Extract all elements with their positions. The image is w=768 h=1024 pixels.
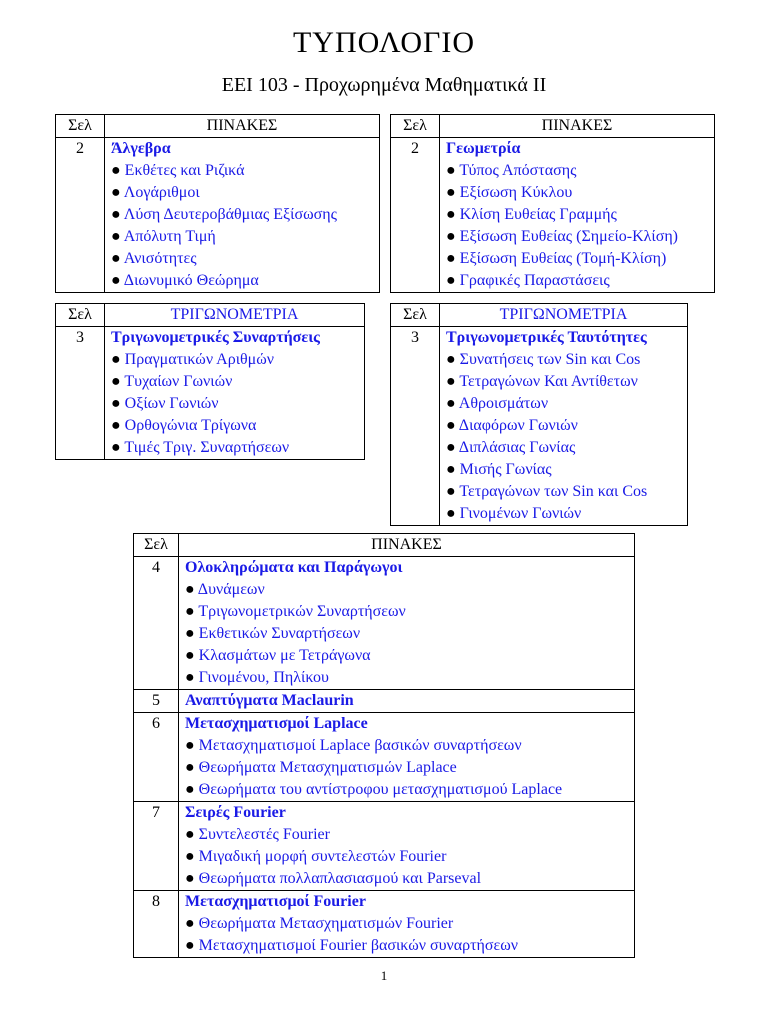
item-label: Διωνυμικό Θεώρημα: [123, 272, 259, 289]
list-item[interactable]: [111, 415, 360, 437]
item-label: Τύπος Απόστασης: [459, 162, 577, 179]
table-row: [134, 557, 635, 690]
section-link[interactable]: Σειρές Fourier: [185, 804, 286, 821]
page-number: 4: [134, 557, 179, 690]
toc-entry: [105, 138, 380, 293]
list-item[interactable]: [185, 779, 630, 801]
bullet-icon: ●: [446, 184, 460, 201]
section-link[interactable]: Αναπτύγματα Maclaurin: [185, 692, 354, 709]
bullet-icon: ●: [185, 826, 199, 843]
item-label: Ορθογώνια Τρίγωνα: [124, 417, 257, 434]
toc-entry: [440, 138, 715, 293]
item-label: Λύση Δευτεροβάθμιας Εξίσωσης: [123, 206, 337, 223]
toc-entry: [105, 327, 365, 460]
bullet-icon: ●: [446, 395, 459, 412]
table-row: [134, 713, 635, 802]
table-row: [134, 690, 635, 713]
list-item[interactable]: [446, 226, 710, 248]
bullet-icon: ●: [185, 759, 199, 776]
bullet-icon: ●: [185, 669, 199, 686]
page-column-header: Σελ: [391, 115, 440, 138]
item-label: Τετραγώνων των Sin και Cos: [459, 483, 648, 500]
list-item[interactable]: [446, 204, 710, 226]
bullet-icon: ●: [111, 417, 125, 434]
table-header-row: [391, 115, 715, 138]
item-label: Δυνάμεων: [197, 581, 265, 598]
list-item[interactable]: [111, 248, 375, 270]
table-row: [56, 327, 365, 460]
list-item[interactable]: [446, 415, 683, 437]
bullet-icon: ●: [111, 184, 124, 201]
list-item[interactable]: [111, 182, 375, 204]
content-column-header: ΤΡΙΓΩΝΟΜΕΤΡΙΑ: [105, 304, 365, 327]
item-label: Λογάριθμοι: [123, 184, 200, 201]
bullet-icon: ●: [111, 272, 124, 289]
bullet-icon: ●: [446, 272, 460, 289]
page-number: 7: [134, 802, 179, 891]
list-item[interactable]: [111, 371, 360, 393]
bullet-icon: ●: [446, 373, 460, 390]
page-column-header: Σελ: [134, 534, 179, 557]
list-item[interactable]: [185, 735, 630, 757]
content-column-header: ΠΙΝΑΚΕΣ: [105, 115, 380, 138]
list-item[interactable]: [446, 270, 710, 292]
item-label: Διαφόρων Γωνιών: [458, 417, 578, 434]
list-item[interactable]: [185, 623, 630, 645]
toc-entry: [179, 891, 635, 958]
item-label: Οξίων Γωνιών: [124, 395, 219, 412]
item-label: Εξίσωση Ευθείας (Σημείο-Κλίση): [459, 228, 679, 245]
page-number: 2: [391, 138, 440, 293]
bullet-icon: ●: [185, 581, 198, 598]
item-label: Συνατήσεις των Sin και Cos: [459, 351, 641, 368]
list-item[interactable]: [185, 913, 630, 935]
bullet-icon: ●: [185, 848, 199, 865]
bullet-icon: ●: [111, 373, 125, 390]
item-label: Εκθέτες και Ριζικά: [124, 162, 245, 179]
bullet-icon: ●: [185, 625, 199, 642]
item-label: Αθροισμάτων: [458, 395, 549, 412]
item-label: Τριγωνομετρικών Συναρτήσεων: [198, 603, 406, 620]
item-label: Μιγαδική μορφή συντελεστών Fourier: [198, 848, 447, 865]
table-row: [391, 138, 715, 293]
list-item[interactable]: [111, 270, 375, 292]
page-number: 2: [56, 138, 105, 293]
bullet-icon: ●: [446, 483, 460, 500]
page-number: 3: [391, 327, 440, 526]
item-label: Γραφικές Παραστάσεις: [459, 272, 610, 289]
content-column-header: ΤΡΙΓΩΝΟΜΕΤΡΙΑ: [440, 304, 688, 327]
list-item[interactable]: [111, 349, 360, 371]
bullet-icon: ●: [111, 351, 125, 368]
list-item[interactable]: [446, 459, 683, 481]
toc-table-geometry: [390, 114, 715, 293]
toc-table-calculus: [133, 533, 635, 958]
table-header-row: [391, 304, 688, 327]
item-label: Θεωρήματα Μετασχηματισμών Fourier: [198, 915, 454, 932]
bullet-icon: ●: [185, 937, 199, 954]
table-header-row: [56, 115, 380, 138]
list-item[interactable]: [111, 393, 360, 415]
bullet-icon: ●: [446, 439, 459, 456]
list-item[interactable]: [185, 846, 630, 868]
page-column-header: Σελ: [391, 304, 440, 327]
toc-entry: [179, 690, 635, 713]
bullet-icon: ●: [185, 603, 199, 620]
list-item[interactable]: [185, 868, 630, 890]
toc-entry: [440, 327, 688, 526]
list-item[interactable]: [446, 393, 683, 415]
bullet-icon: ●: [111, 439, 125, 456]
section-link[interactable]: Τριγωνομετρικές Ταυτότητες: [446, 329, 647, 346]
item-label: Μισής Γωνίας: [459, 461, 552, 478]
bullet-icon: ●: [111, 206, 124, 223]
toc-table-trig-functions: [55, 303, 365, 460]
list-item[interactable]: [111, 204, 375, 226]
item-label: Εξίσωση Ευθείας (Τομή-Κλίση): [459, 250, 667, 267]
item-label: Κλασμάτων με Τετράγωνα: [198, 647, 371, 664]
section-link[interactable]: Τριγωνομετρικές Συναρτήσεις: [111, 329, 320, 346]
section-link[interactable]: Ολοκληρώματα και Παράγωγοι: [185, 559, 403, 576]
list-item[interactable]: [185, 601, 630, 623]
bullet-icon: ●: [446, 228, 460, 245]
section-link[interactable]: Γεωμετρία: [446, 140, 521, 157]
list-item[interactable]: [185, 645, 630, 667]
page-number: 6: [134, 713, 179, 802]
page-number-footer: 1: [380, 968, 388, 983]
page-number: 8: [134, 891, 179, 958]
list-item[interactable]: [446, 503, 683, 525]
item-label: Θεωρήματα Μετασχηματισμών Laplace: [198, 759, 457, 776]
list-item[interactable]: [185, 935, 630, 957]
list-item[interactable]: [446, 371, 683, 393]
bullet-icon: ●: [446, 250, 460, 267]
list-item[interactable]: [446, 182, 710, 204]
item-label: Πραγματικών Αριθμών: [124, 351, 275, 368]
item-label: Γινομένων Γωνιών: [459, 505, 582, 522]
page-number: 5: [134, 690, 179, 713]
list-item[interactable]: [446, 160, 710, 182]
page-number: 3: [56, 327, 105, 460]
toc-table-algebra: [55, 114, 380, 293]
page-column-header: Σελ: [56, 115, 105, 138]
bullet-icon: ●: [185, 870, 199, 887]
section-link[interactable]: Μετασχηματισμοί Fourier: [185, 893, 366, 910]
document-subtitle: ΕΕΙ 103 - Προχωρημένα Μαθηματικά ΙΙ: [221, 74, 547, 96]
list-item[interactable]: [185, 757, 630, 779]
item-label: Τυχαίων Γωνιών: [124, 373, 233, 390]
item-label: Εξίσωση Κύκλου: [459, 184, 573, 201]
page-column-header: Σελ: [56, 304, 105, 327]
item-label: Γινομένου, Πηλίκου: [198, 669, 329, 686]
toc-entry: [179, 713, 635, 802]
section-link[interactable]: Άλγεβρα: [111, 140, 171, 157]
bullet-icon: ●: [446, 351, 460, 368]
bullet-icon: ●: [446, 206, 460, 223]
bullet-icon: ●: [111, 250, 124, 267]
table-header-row: [56, 304, 365, 327]
bullet-icon: ●: [185, 781, 199, 798]
list-item[interactable]: [111, 226, 375, 248]
item-label: Ανισότητες: [123, 250, 197, 267]
list-item[interactable]: [185, 667, 630, 689]
list-item[interactable]: [446, 481, 683, 503]
table-row: [134, 802, 635, 891]
bullet-icon: ●: [111, 395, 125, 412]
list-item[interactable]: [446, 437, 683, 459]
list-item[interactable]: [111, 437, 360, 459]
document-title: ΤΥΠΟΛΟΓΙΟ: [292, 26, 476, 59]
bullet-icon: ●: [446, 417, 459, 434]
item-label: Θεωρήματα πολλαπλασιασμού και Parseval: [198, 870, 482, 887]
bullet-icon: ●: [185, 737, 199, 754]
table-row: [134, 891, 635, 958]
list-item[interactable]: [185, 824, 630, 846]
bullet-icon: ●: [446, 162, 460, 179]
bullet-icon: ●: [446, 461, 460, 478]
bullet-icon: ●: [111, 228, 124, 245]
item-label: Τιμές Τριγ. Συναρτήσεων: [124, 439, 290, 456]
toc-entry: [179, 802, 635, 891]
bullet-icon: ●: [446, 505, 460, 522]
toc-entry: [179, 557, 635, 690]
bullet-icon: ●: [111, 162, 125, 179]
item-label: Θεωρήματα του αντίστροφου μετασχηματισμού Laplace: [198, 781, 563, 798]
item-label: Τετραγώνων Και Αντίθετων: [459, 373, 638, 390]
item-label: Απόλυτη Τιμή: [123, 228, 216, 245]
content-column-header: ΠΙΝΑΚΕΣ: [179, 534, 635, 557]
item-label: Κλίση Ευθείας Γραμμής: [459, 206, 617, 223]
item-label: Εκθετικών Συναρτήσεων: [198, 625, 361, 642]
list-item[interactable]: [111, 160, 375, 182]
bullet-icon: ●: [185, 915, 199, 932]
bullet-icon: ●: [185, 647, 199, 664]
content-column-header: ΠΙΝΑΚΕΣ: [440, 115, 715, 138]
list-item[interactable]: [185, 579, 630, 601]
toc-table-trig-identities: [390, 303, 688, 526]
table-row: [391, 327, 688, 526]
item-label: Συντελεστές Fourier: [198, 826, 330, 843]
list-item[interactable]: [446, 248, 710, 270]
item-label: Μετασχηματισμοί Laplace βασικών συναρτήσεων: [198, 737, 522, 754]
list-item[interactable]: [446, 349, 683, 371]
table-row: [56, 138, 380, 293]
section-link[interactable]: Μετασχηματισμοί Laplace: [185, 715, 368, 732]
table-header-row: [134, 534, 635, 557]
item-label: Διπλάσιας Γωνίας: [458, 439, 576, 456]
item-label: Μετασχηματισμοί Fourier βασικών συναρτήσεων: [198, 937, 519, 954]
